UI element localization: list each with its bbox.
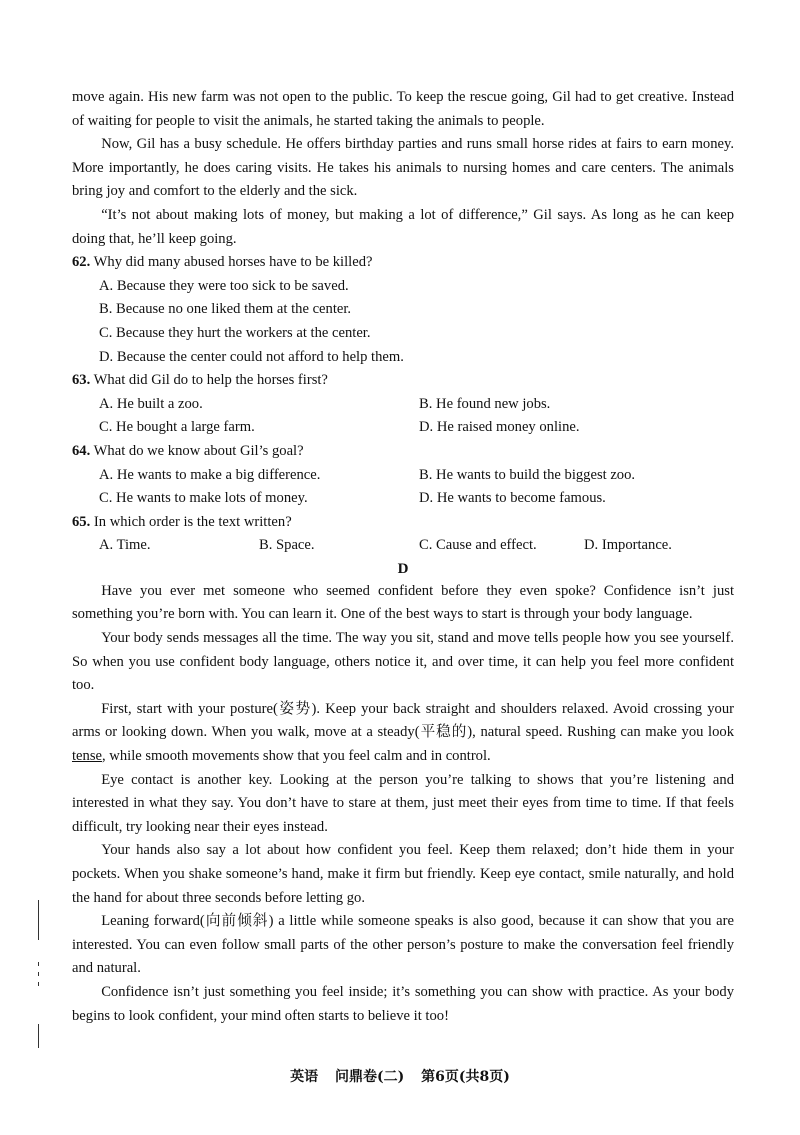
option-b: B. He wants to build the biggest zoo.: [419, 466, 636, 483]
option-a: A. Time.: [99, 537, 151, 554]
question-63: [72, 369, 734, 440]
option-d: D. Importance.: [584, 537, 672, 554]
option-b: B. Space.: [259, 537, 315, 554]
passage-d-paragraph-2: Your body sends messages all the time. The way you sit, stand and move tells people how you see yourself. So when you use confident body language, others notice it, and over time, it can help you feel more confident too.: [72, 630, 734, 694]
passage-d-paragraph-5: Your hands also say a lot about how confident you feel. Keep them relaxed; don’t hide them in your pockets. When you shake someone’s hand, make it firm but friendly. Keep eye contact, smile naturally, and hold the hand for about three seconds before letting go.: [72, 842, 734, 906]
option-d: D. Because the center could not afford to help them.: [99, 348, 404, 365]
option-b: B. He found new jobs.: [419, 395, 551, 412]
question-62: [72, 251, 734, 369]
option-a: A. He built a zoo.: [99, 395, 203, 412]
passage-d-paragraph-7: Confidence isn’t just something you feel inside; it’s something you can show with practice. As your body begins to look confident, your mind often starts to believe it too!: [72, 983, 734, 1024]
passage-d-paragraph-1: Have you ever met someone who seemed confident before they even spoke? Confidence isn’t just something you’re born with. You can learn it. One of the best ways to start is through your body language.: [72, 582, 734, 623]
passage-c-paragraph-1: move again. His new farm was not open to the public. To keep the rescue going, Gil had to get creative. Instead of waiting for people to visit the animals, he started taking the animals to people.: [72, 89, 734, 129]
option-d: D. He wants to become famous.: [419, 490, 606, 507]
passage-d-paragraph-6: Leaning forward(向前倾斜) a little while someone speaks is also good, because it can show that you are interested. You can even follow small parts of the other person’s posture to make the conversation feel friendly and natural.: [72, 913, 734, 977]
option-c: C. He wants to make lots of money.: [99, 490, 308, 507]
passage-d-paragraph-3: First, start with your posture(姿势). Keep your back straight and shoulders relaxed. Avoid crossing your arms or looking down. When you walk, move at a steady(平稳的), natural speed. Rushing can make you look tense, while smooth movements show that you feel calm and in control.: [72, 700, 734, 765]
passage-c-paragraph-2: Now, Gil has a busy schedule. He offers birthday parties and runs small horse rides at fairs to earn money. More importantly, he does caring visits. He takes his animals to nursing homes and care centers. The animals bring joy and comfort to the elderly and the sick.: [72, 136, 734, 200]
footer-subject: 英语: [290, 1069, 319, 1085]
question-text: What do we know about Gil’s goal?: [93, 442, 304, 459]
question-text: Why did many abused horses have to be killed?: [93, 254, 373, 271]
question-number: 64.: [72, 442, 91, 459]
binding-margin-marks: [38, 900, 42, 1050]
question-number: 63.: [72, 372, 91, 389]
passage-d-title: D: [397, 560, 409, 577]
footer-page-number: 第6页(共8页): [421, 1069, 510, 1085]
option-c: C. He bought a large farm.: [99, 419, 255, 436]
question-number: 62.: [72, 254, 91, 271]
option-c: C. Because they hurt the workers at the center.: [99, 324, 371, 341]
question-65: [72, 511, 734, 558]
passage-c-paragraph-3: “It’s not about making lots of money, but making a lot of difference,” Gil says. As long as he can keep doing that, he’ll keep going.: [72, 206, 734, 247]
question-text: What did Gil do to help the horses first?: [93, 372, 328, 389]
option-a: A. He wants to make a big difference.: [99, 466, 321, 483]
option-a: A. Because they were too sick to be saved.: [99, 277, 349, 294]
option-c: C. Cause and effect.: [419, 537, 537, 554]
page-footer: [0, 1066, 800, 1086]
option-b: B. Because no one liked them at the center.: [99, 301, 352, 318]
question-text: In which order is the text written?: [93, 513, 292, 530]
footer-paper: 问鼎卷(二): [335, 1069, 405, 1085]
passage-d-paragraph-4: Eye contact is another key. Looking at the person you’re talking to shows that you’re listening and interested in what they say. You don’t have to stare at them, just meet their eyes from time to time. If that feels difficult, try looking near their eyes instead.: [72, 771, 734, 835]
question-number: 65.: [72, 513, 91, 530]
question-64: [72, 440, 734, 511]
underlined-word-tense: tense: [72, 748, 102, 765]
option-d: D. He raised money online.: [419, 419, 580, 436]
exam-page: [72, 86, 734, 1028]
